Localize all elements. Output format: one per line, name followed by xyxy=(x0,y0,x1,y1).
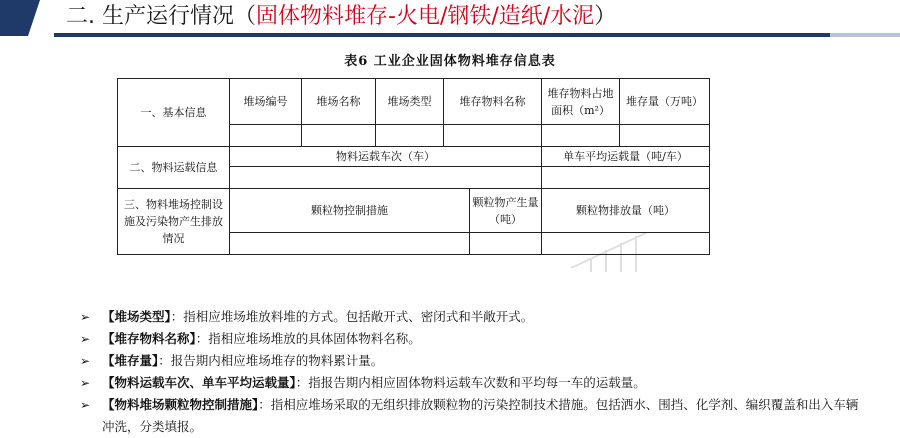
cell-pm-control[interactable] xyxy=(230,233,470,255)
arrow-bullet-icon: ➢ xyxy=(80,398,91,412)
cell-pm-generated[interactable] xyxy=(470,233,542,255)
watermark-graphic xyxy=(566,228,651,273)
definition-item xyxy=(80,350,870,372)
arrow-bullet-icon: ➢ xyxy=(80,310,91,324)
section1-label: 一、基本信息 xyxy=(118,79,230,147)
arrow-bullet-icon: ➢ xyxy=(80,332,91,346)
definition-item xyxy=(80,372,870,394)
definition-item xyxy=(80,328,870,350)
title-close: ） xyxy=(594,4,617,29)
arrow-bullet-icon: ➢ xyxy=(80,376,91,390)
definition-term: 【物料运载车次、单车平均运载量】 xyxy=(102,375,296,390)
arrow-bullet-icon: ➢ xyxy=(80,354,91,368)
col-transport-trips: 物料运载车次（车） xyxy=(230,147,542,167)
cell-occupied-area[interactable] xyxy=(542,125,620,147)
cell-transport-trips[interactable] xyxy=(230,167,542,189)
col-pm-control: 颗粒物控制措施 xyxy=(230,189,470,233)
col-yard-type: 堆场类型 xyxy=(376,79,444,125)
col-occupied-area: 堆存物料占地面积（m²） xyxy=(542,79,620,125)
col-material-name: 堆存物料名称 xyxy=(444,79,542,125)
definition-text: ：报告期内相应堆场堆存的物料累计量。 xyxy=(158,353,384,368)
col-yard-id: 堆场编号 xyxy=(230,79,302,125)
title-subject: 固体物料堆存-火电/钢铁/造纸/水泥 xyxy=(256,4,595,29)
definitions-list xyxy=(80,306,870,438)
header-underline-bar xyxy=(54,33,900,37)
definition-text: ：指相应堆场堆放料堆的方式。包括敞开式、密闭式和半敞开式。 xyxy=(170,309,534,324)
definition-text: ：指报告期内相应固体物料运载车次数和平均每一车的运载量。 xyxy=(295,375,646,390)
table-caption: 表6 工业企业固体物料堆存信息表 xyxy=(344,54,556,69)
cell-yard-type[interactable] xyxy=(376,125,444,147)
cell-stock-amount[interactable] xyxy=(620,125,710,147)
col-yard-name: 堆场名称 xyxy=(302,79,376,125)
definition-term: 【堆存物料名称】 xyxy=(102,331,196,346)
definition-item xyxy=(80,394,870,438)
col-pm-generated: 颗粒物产生量（吨） xyxy=(470,189,542,233)
col-stock-amount: 堆存量（万吨） xyxy=(620,79,710,125)
section3-label: 三、物料堆场控制设施及污染物产生排放情况 xyxy=(118,189,230,255)
cell-yard-id[interactable] xyxy=(230,125,302,147)
header-corner-decoration xyxy=(0,0,40,36)
col-avg-load: 单车平均运载量（吨/车） xyxy=(542,147,710,167)
slide-title xyxy=(66,2,616,32)
section2-label: 二、物料运载信息 xyxy=(118,147,230,189)
definition-term: 【堆存量】 xyxy=(102,353,159,368)
title-main: 二. 生产运行情况（ xyxy=(66,4,256,29)
definition-text: ：指相应堆场堆放的具体固体物料名称。 xyxy=(195,331,421,346)
definition-term: 【物料堆场颗粒物控制措施】 xyxy=(102,397,259,412)
col-pm-emitted: 颗粒物排放量（吨） xyxy=(542,189,710,233)
cell-material-name[interactable] xyxy=(444,125,542,147)
definition-item xyxy=(80,306,870,328)
definition-text: ：指相应堆场采取的无组织排放颗粒物的污染控制技术措施。包括洒水、围挡、化学剂、编织覆盖和出入车辆冲洗，分类填报。 xyxy=(102,397,859,434)
cell-yard-name[interactable] xyxy=(302,125,376,147)
definition-term: 【堆场类型】 xyxy=(102,309,171,324)
cell-avg-load[interactable] xyxy=(542,167,710,189)
